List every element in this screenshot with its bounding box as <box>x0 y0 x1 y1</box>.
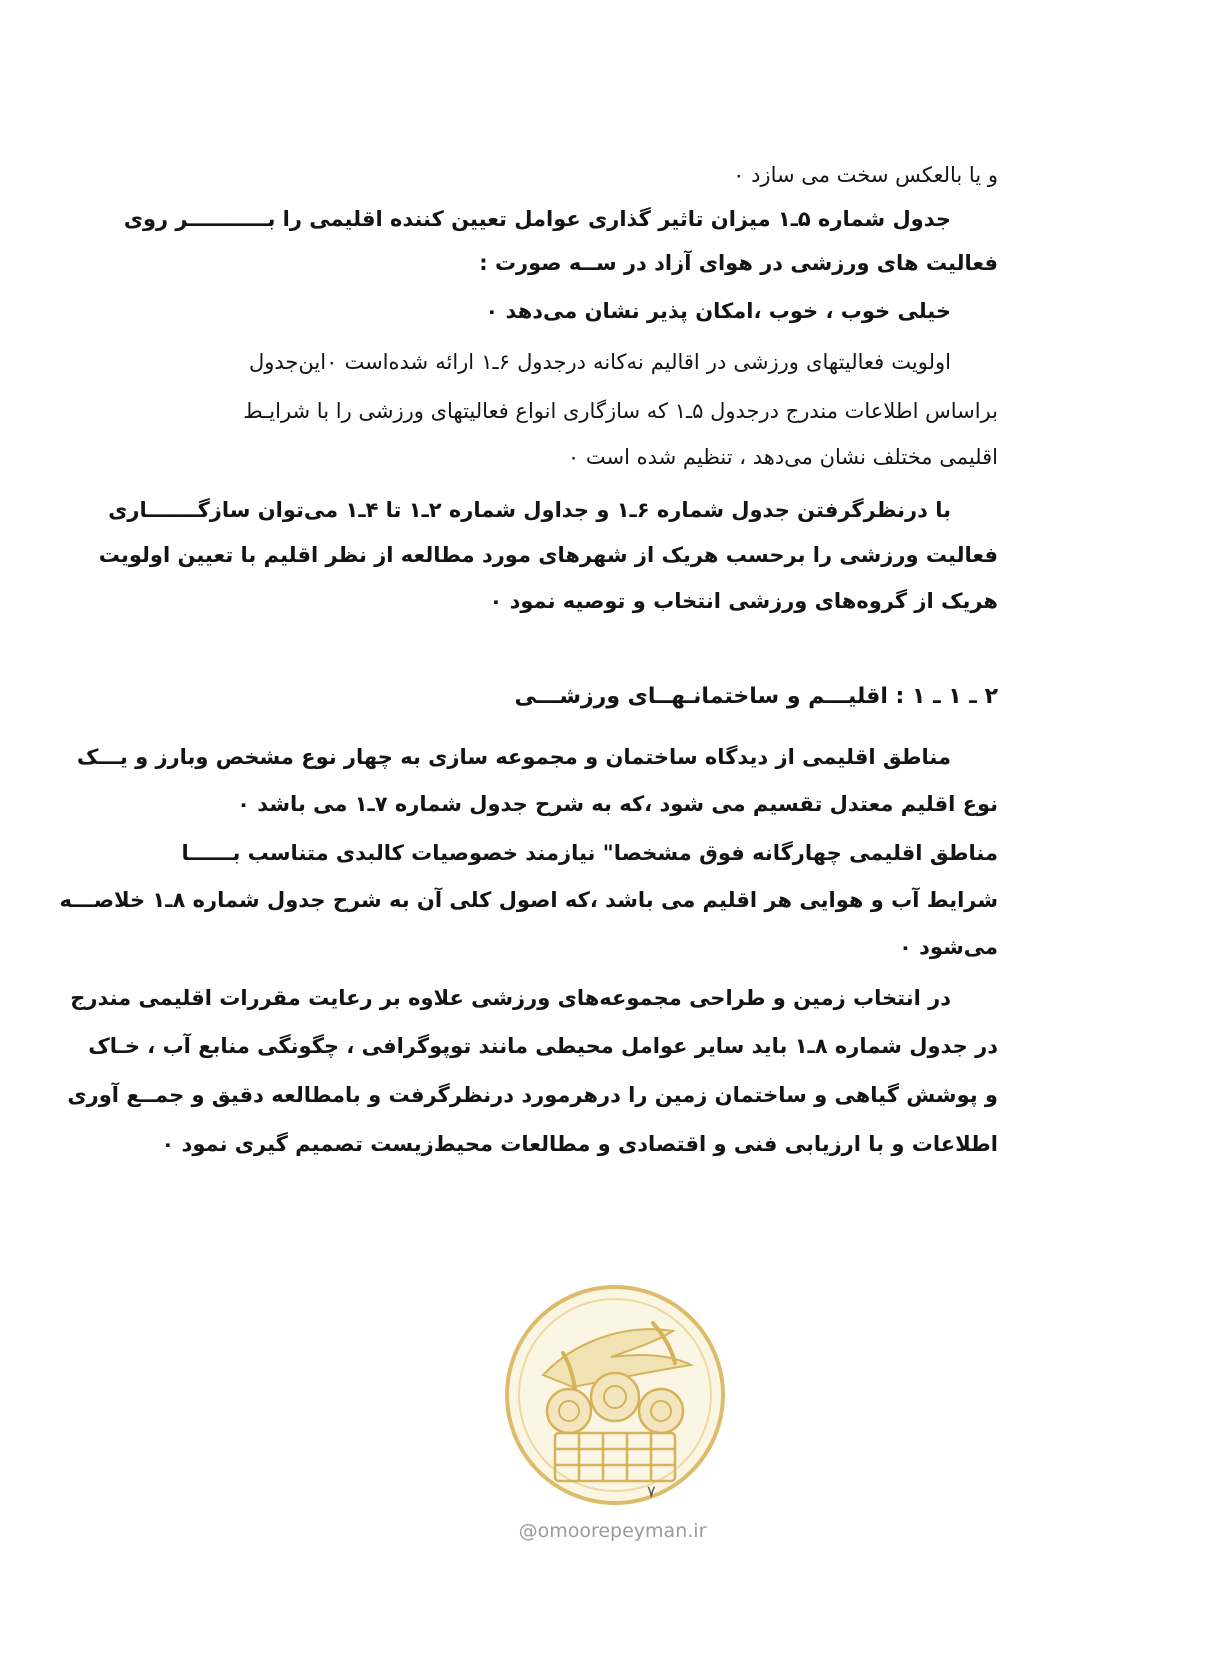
section-heading: ۲ ـ ۱ ـ ۱ : اقلیـــم و ساختمانـهــای ورزشـــی <box>514 684 998 709</box>
text-line: فعالیت ورزشی را برحسب هریک از شهرهای مورد مطالعه از نظر اقلیم با تعیین اولویت <box>98 543 998 567</box>
text-line: براساس اطلاعات مندرج درجدول ۵ـ۱ که سازگاری انواع فعالیتهای ورزشی را با شرایـط <box>243 399 998 423</box>
text-line: اطلاعات و با ارزیابی فنی و اقتصادی و مطالعات محیط‌زیست تصمیم گیری نمود ۰ <box>161 1132 998 1156</box>
text-line: جدول شماره ۵ـ۱ میزان تاثیر گذاری عوامل تعیین کننده اقلیمی را بـــــــــــر روی <box>123 207 951 231</box>
text-line: نوع اقلیم معتدل تقسیم می شود ،که به شرح جدول شماره ۷ـ۱ می باشد ۰ <box>237 792 998 816</box>
text-line: می‌شود ۰ <box>899 935 998 959</box>
text-line: مناطق اقلیمی از دیدگاه ساختمان و مجموعه سازی به چهار نوع مشخص وبارز و یـــک <box>76 745 951 769</box>
text-line: در جدول شماره ۸ـ۱ باید سایر عوامل محیطی مانند توپوگرافی ، چگونگی منابع آب ، خـاک <box>88 1034 998 1058</box>
text-line: اولویت فعالیتهای ورزشی در اقالیم نه‌کانه درجدول ۶ـ۱ ارائه شده‌است ۰این‌جدول <box>249 350 951 374</box>
text-line: در انتخاب زمین و طراحی مجموعه‌های ورزشی علاوه بر رعایت مقررات اقلیمی مندرج <box>70 986 951 1010</box>
page-number: ۷ <box>647 1482 656 1501</box>
watermark-logo <box>503 1283 727 1507</box>
text-line: فعالیت های ورزشی در هوای آزاد در ســه صورت : <box>479 251 998 275</box>
watermark-site: @omoorepeyman.ir <box>518 1520 707 1542</box>
text-line: خیلی خوب ، خوب ،امکان پذیر نشان می‌دهد ۰ <box>485 299 951 323</box>
text-line: هریک از گروه‌های ورزشی انتخاب و توصیه نمود ۰ <box>489 589 998 613</box>
text-line: شرایط آب و هوایی هر اقلیم می باشد ،که اصول کلی آن به شرح جدول شماره ۸ـ۱ خلاصـــه <box>59 888 998 912</box>
text-line: و یا بالعکس سخت می سازد ۰ <box>733 163 998 187</box>
text-line: اقلیمی مختلف نشان می‌دهد ، تنظیم شده است ۰ <box>567 445 998 469</box>
text-line: و پوشش گیاهی و ساختمان زمین را درهرمورد درنظرگرفت و بامطالعه دقیق و جمــع آوری <box>67 1083 998 1107</box>
text-line: با درنظرگرفتن جدول شماره ۶ـ۱ و جداول شماره ۲ـ۱ تا ۴ـ۱ می‌توان سازگـــــــاری <box>108 498 951 522</box>
text-line: مناطق اقلیمی چهارگانه فوق مشخصا" نیازمند خصوصیات کالبدی متناسب بــــــا <box>181 841 998 865</box>
